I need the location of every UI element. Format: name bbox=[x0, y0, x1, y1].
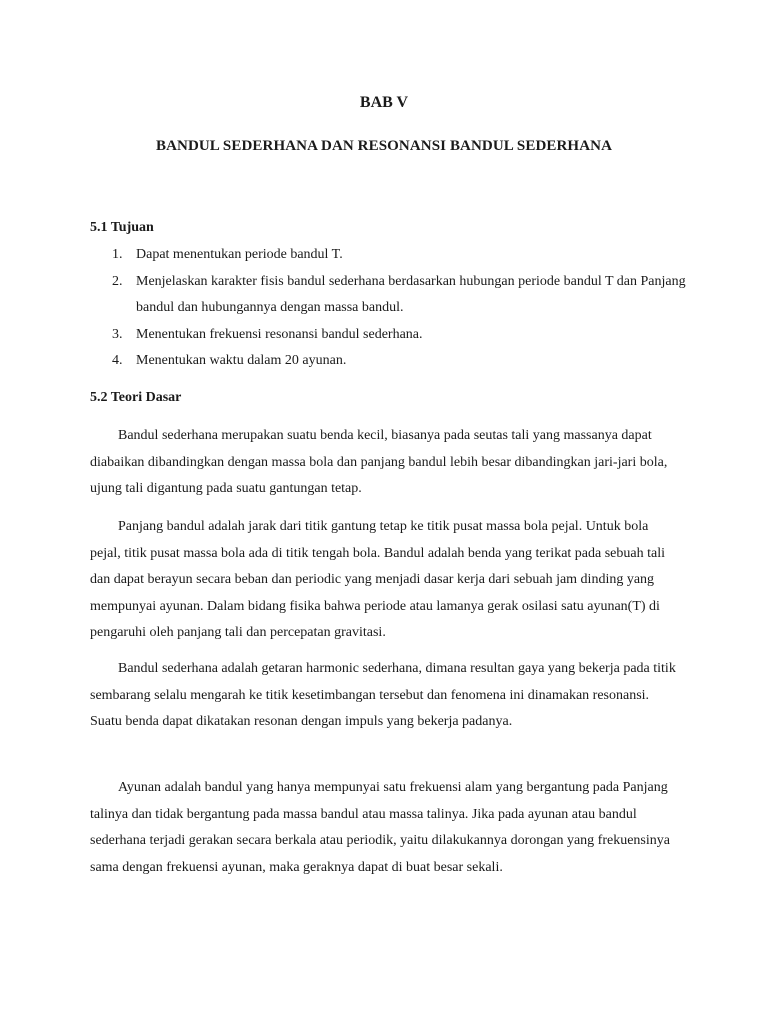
objectives-list bbox=[112, 242, 692, 375]
list-item-text: Menjelaskan karakter fisis bandul sederhana berdasarkan hubungan periode bandul T dan Panjang bandul dan hubungannya dengan massa bandul. bbox=[136, 273, 686, 315]
list-item-number: 4. bbox=[112, 353, 123, 368]
list-item-number: 1. bbox=[112, 247, 123, 262]
list-item-text: Dapat menentukan periode bandul T. bbox=[136, 247, 343, 262]
section-heading-teori-dasar: 5.2 Teori Dasar bbox=[90, 390, 182, 405]
list-item bbox=[112, 322, 692, 349]
body-paragraph: Bandul sederhana merupakan suatu benda kecil, biasanya pada seutas tali yang massanya dapat diabaikan dibandingkan dengan massa bola dan panjang bandul lebih besar dibandingkan jari-jari bola, ujung tali digantung pada suatu gantungan tetap. bbox=[90, 428, 668, 496]
list-item bbox=[112, 269, 692, 322]
list-item bbox=[112, 348, 692, 375]
chapter-label: BAB V bbox=[359, 94, 409, 111]
body-paragraph: Panjang bandul adalah jarak dari titik gantung tetap ke titik pusat massa bola pejal. Untuk bola pejal, titik pusat massa bola ada di titik tengah bola. Bandul adalah benda yang terikat pada sebuah tali dan dapat berayun secara beban dan periodic yang menjadi dasar kerja dari sebuah jam dinding yang mempunyai ayunan. Dalam bidang fisika bahwa periode atau lamanya gerak osilasi satu ayunan(T) di pengaruhi oleh panjang tali dan percepatan gravitasi. bbox=[90, 519, 665, 640]
list-item-text: Menentukan frekuensi resonansi bandul sederhana. bbox=[136, 326, 423, 342]
section-heading-tujuan: 5.1 Tujuan bbox=[90, 220, 154, 235]
body-paragraph: Ayunan adalah bandul yang hanya mempunyai satu frekuensi alam yang bergantung pada Panjang talinya dan tidak bergantung pada massa bandul atau massa talinya. Jika pada ayunan atau bandul sederhana terjadi gerakan secara berkala atau periodik, yaitu dilakukannya dorongan yang frekuensinya sama dengan frekuensi ayunan, maka geraknya dapat di buat besar sekali. bbox=[90, 780, 670, 875]
page-title: BANDUL SEDERHANA DAN RESONANSI BANDUL SEDERHANA bbox=[155, 138, 613, 154]
list-item-number: 2. bbox=[112, 273, 123, 289]
list-item bbox=[112, 242, 692, 269]
list-item-text: Menentukan waktu dalam 20 ayunan. bbox=[136, 353, 347, 368]
body-paragraph: Bandul sederhana adalah getaran harmonic sederhana, dimana resultan gaya yang bekerja pada titik sembarang selalu mengarah ke titik kesetimbangan tersebut dan fenomena ini dinamakan resonansi. Suatu benda dapat dikatakan resonan dengan impuls yang bekerja padanya. bbox=[90, 661, 676, 729]
list-item-number: 3. bbox=[112, 326, 123, 342]
